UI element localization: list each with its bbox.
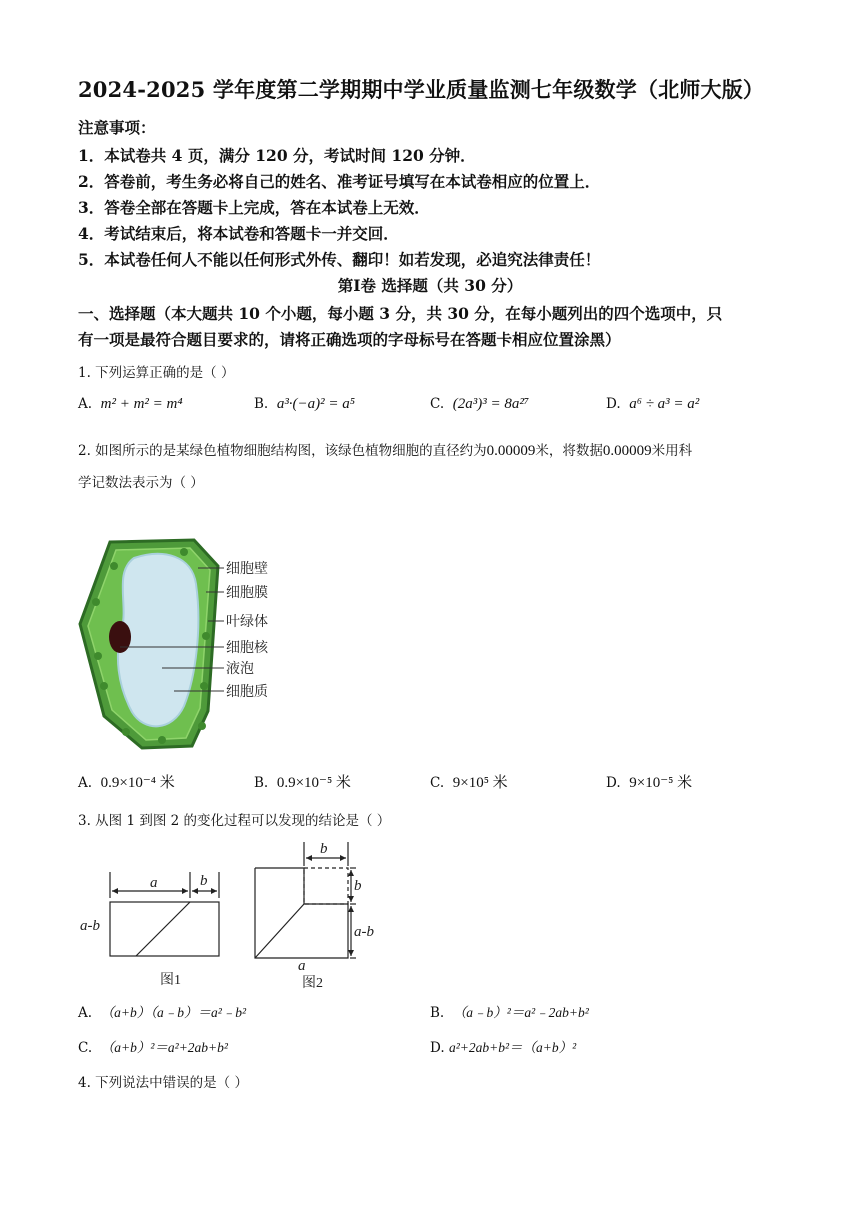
note-item-4: 4．考试结束后，将本试卷和答题卡一并交回． — [78, 224, 399, 243]
label-vacuole: 液泡 — [226, 662, 254, 677]
section1-line2: 有一项是最符合题目要求的，请将正确选项的字母标号在答题卡相应位置涂黑） — [78, 330, 621, 349]
q1-option-a[interactable]: A. m² + m² = m⁴ — [78, 396, 183, 412]
svg-text:a: a — [298, 958, 306, 974]
q3-option-a[interactable]: A. （a+b）（a﹣b）＝a²﹣b² — [78, 1005, 247, 1021]
label-cell-membrane: 细胞膜 — [226, 586, 268, 601]
figure-1-caption: 图1 — [160, 973, 181, 988]
q4-stem: 4. 下列说法中错误的是（ ） — [78, 1075, 248, 1091]
q3-option-d[interactable]: D. a²+2ab+b²＝（a+b）² — [430, 1040, 577, 1056]
note-item-2: 2．答卷前，考生务必将自己的姓名、准考证号填写在本试卷相应的位置上． — [78, 172, 601, 191]
notes-heading: 注意事项： — [78, 118, 156, 137]
q3-stem: 3. 从图 1 到图 2 的变化过程可以发现的结论是（ ） — [78, 813, 391, 829]
q3-option-c[interactable]: C. （a+b）²＝a²+2ab+b² — [78, 1040, 228, 1056]
section1-line1: 一、选择题（本大题共 10 个小题，每小题 3 分，共 30 分，在每小题列出的四个选项中，只 — [78, 304, 723, 323]
svg-text:a-b: a-b — [354, 924, 374, 940]
plant-cell-diagram — [74, 536, 294, 754]
q2-stem-line2: 学记数法表示为（ ） — [78, 475, 204, 491]
q3-option-b[interactable]: B. （a﹣b）²＝a²﹣2ab+b² — [430, 1005, 589, 1021]
svg-text:b: b — [200, 873, 208, 889]
q1-stem: 1. 下列运算正确的是（ ） — [78, 365, 235, 381]
q1-option-d[interactable]: D. a⁶ ÷ a³ = a² — [606, 396, 700, 412]
note-item-5: 5．本试卷任何人不能以任何形式外传、翻印！如若发现，必追究法律责任！ — [78, 250, 601, 269]
svg-text:b: b — [320, 841, 328, 857]
nucleus — [109, 621, 131, 653]
figure-2 — [252, 836, 392, 992]
svg-text:a-b: a-b — [80, 918, 100, 934]
figure-1 — [76, 868, 236, 992]
q1-option-c[interactable]: C. (2a³)³ = 8a²⁷ — [430, 396, 530, 412]
q2-option-b[interactable]: B. 0.9×10⁻⁵ 米 — [254, 775, 351, 791]
label-nucleus: 细胞核 — [226, 641, 268, 656]
label-cell-wall: 细胞壁 — [226, 562, 268, 577]
label-cytoplasm: 细胞质 — [226, 685, 268, 700]
q2-option-c[interactable]: C. 9×10⁵ 米 — [430, 775, 508, 791]
q2-option-a[interactable]: A. 0.9×10⁻⁴ 米 — [78, 775, 175, 791]
note-item-1: 1．本试卷共 4 页，满分 120 分，考试时间 120 分钟． — [78, 146, 476, 165]
svg-text:a: a — [150, 875, 158, 891]
note-item-3: 3．答卷全部在答题卡上完成，答在本试卷上无效． — [78, 198, 430, 217]
exam-title: 2024-2025 学年度第二学期期中学业质量监测七年级数学（北师大版） — [78, 77, 765, 102]
q2-option-d[interactable]: D. 9×10⁻⁵ 米 — [606, 775, 693, 791]
part1-title: 第Ⅰ卷 选择题（共 30 分） — [337, 276, 523, 295]
svg-text:b: b — [354, 878, 362, 894]
q2-stem-line1: 2. 如图所示的是某绿色植物细胞结构图，该绿色植物细胞的直径约为0.00009米，将数据0.00009米用科 — [78, 443, 693, 459]
label-chloroplast: 叶绿体 — [226, 615, 268, 630]
q1-option-b[interactable]: B. a³·(−a)² = a⁵ — [254, 396, 356, 412]
figure-2-caption: 图2 — [302, 976, 323, 991]
